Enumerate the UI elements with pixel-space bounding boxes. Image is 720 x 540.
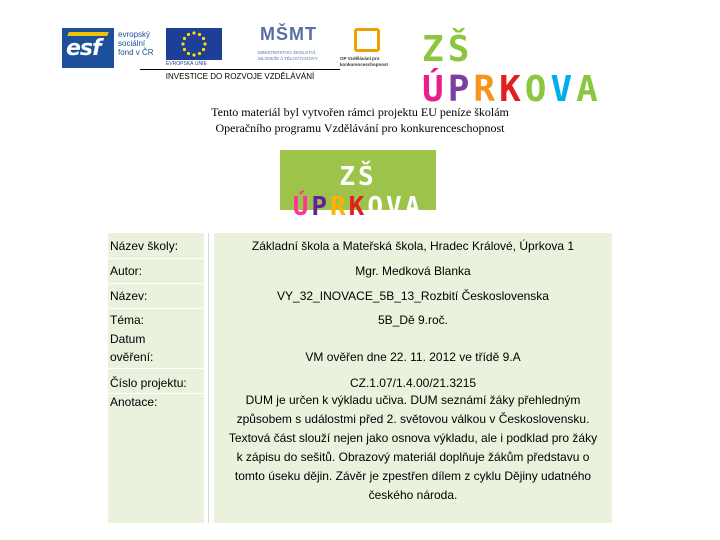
datum-label-line-1: Datum xyxy=(110,332,146,346)
opvk-logo xyxy=(340,28,410,68)
logo-letter: K xyxy=(499,69,525,110)
row-divider xyxy=(108,258,204,259)
anotace-line: tomto úseku dějin. Závěr je zpestřen dílem z cyklu Dějiny udatného xyxy=(234,469,592,483)
datum-value: VM ověřen dne 22. 11. 2012 ve třídě 9.A xyxy=(305,350,521,364)
eu-star-icon xyxy=(202,48,205,51)
logo-letter: Z xyxy=(339,162,358,192)
intro-line-1: Tento materiál byl vytvořen rámci projektu EU peníze školám xyxy=(211,105,509,119)
anotace-label: Anotace: xyxy=(110,395,158,409)
intro-line-2: Operačního programu Vzdělávání pro konkurenceschopnost xyxy=(215,121,505,135)
opvk-logo-text: OP Vzdělávání pro konkurenceschopnost xyxy=(340,56,389,67)
logo-letter: R xyxy=(473,69,500,110)
datum-label-line-2: ověření: xyxy=(110,350,154,364)
eu-star-icon xyxy=(183,48,186,51)
eu-star-icon xyxy=(192,53,195,56)
logo-letter: O xyxy=(367,192,386,222)
eu-logo-text: EVROPSKÁ UNIE xyxy=(166,61,207,67)
eu-star-icon xyxy=(203,42,206,45)
eu-logo xyxy=(166,28,228,68)
eu-star-icon xyxy=(183,37,186,40)
row-divider xyxy=(108,283,204,284)
logo-letter: O xyxy=(524,69,551,110)
logo-strip xyxy=(0,0,720,110)
autor-value: Mgr. Medková Blanka xyxy=(355,264,471,278)
intro-text xyxy=(120,104,600,136)
nazev-skoly-value: Základní škola a Mateřská škola, Hradec Králové, Úprkova 1 xyxy=(251,239,575,253)
logo-letter: V xyxy=(385,192,405,222)
logo-letter: Š xyxy=(358,162,377,192)
esf-logo-text: evropský sociální fond v ČR xyxy=(118,30,154,57)
logo-letter: K xyxy=(348,192,368,222)
msmt-logo-text: MINISTERSTVO ŠKOLSTVÍ, MLÁDEŽE A TĚLOVÝCHOVY xyxy=(258,50,318,61)
cislo-projektu-value: CZ.1.07/1.4.00/21.3215 xyxy=(349,376,477,390)
cislo-projektu-label: Číslo projektu: xyxy=(110,376,187,390)
logo-letter: V xyxy=(550,69,577,110)
logo-letter: A xyxy=(404,192,424,222)
row-divider xyxy=(108,308,204,309)
eu-star-icon xyxy=(181,42,184,45)
logo-letter: Š xyxy=(447,29,474,70)
logo-letter: P xyxy=(311,192,331,222)
eu-star-icon xyxy=(187,33,190,36)
logo-letter: P xyxy=(447,69,474,110)
anotace-line: způsobem s událostmi před 2. světovou válkou v Československu. xyxy=(236,412,590,426)
logo-letter: Z xyxy=(422,29,448,70)
eu-flag-icon xyxy=(166,28,222,60)
anotace-line: českého národa. xyxy=(368,488,458,502)
eu-star-icon xyxy=(192,31,195,34)
eu-star-icon xyxy=(198,33,201,36)
eu-star-icon xyxy=(198,52,201,55)
center-school-logo xyxy=(280,150,436,222)
eu-star-icon xyxy=(187,52,190,55)
investice-tagline: INVESTICE DO ROZVOJE VZDĚLÁVÁNÍ xyxy=(140,69,340,83)
esf-mark: esf xyxy=(62,28,114,68)
center-logo-word xyxy=(280,162,436,222)
opvk-frame-icon xyxy=(354,28,380,52)
logo-letter: Ú xyxy=(292,192,312,222)
nazev-label: Název: xyxy=(110,289,148,303)
school-logo xyxy=(422,29,662,110)
tema-value: 5B_Dě 9.roč. xyxy=(377,313,449,327)
info-table xyxy=(108,233,612,523)
logo-letter: R xyxy=(330,192,349,222)
row-divider xyxy=(108,368,204,369)
msmt-mark: MŠMT xyxy=(260,24,317,44)
tema-label: Téma: xyxy=(110,313,145,327)
anotace-line: Textová část slouží nejen jako osnova výkladu, ale i podklad pro žáky xyxy=(228,431,598,445)
autor-label: Autor: xyxy=(110,264,143,278)
anotace-value xyxy=(214,391,612,505)
msmt-logo xyxy=(258,24,338,72)
nazev-skoly-label: Název školy: xyxy=(110,239,179,253)
nazev-value: VY_32_INOVACE_5B_13_Rozbití Československa xyxy=(277,289,549,303)
anotace-line: k zápisu do sešitů. Obrazový materiál doplňuje žákům představu o xyxy=(236,450,590,464)
anotace-line: DUM je určen k výkladu učiva. DUM seznámí žáky přehledným xyxy=(245,393,581,407)
logo-letter: Ú xyxy=(422,69,448,110)
column-gap xyxy=(204,233,214,523)
eu-star-icon xyxy=(202,37,205,40)
esf-logo xyxy=(62,28,160,68)
logo-letter: A xyxy=(576,69,602,110)
